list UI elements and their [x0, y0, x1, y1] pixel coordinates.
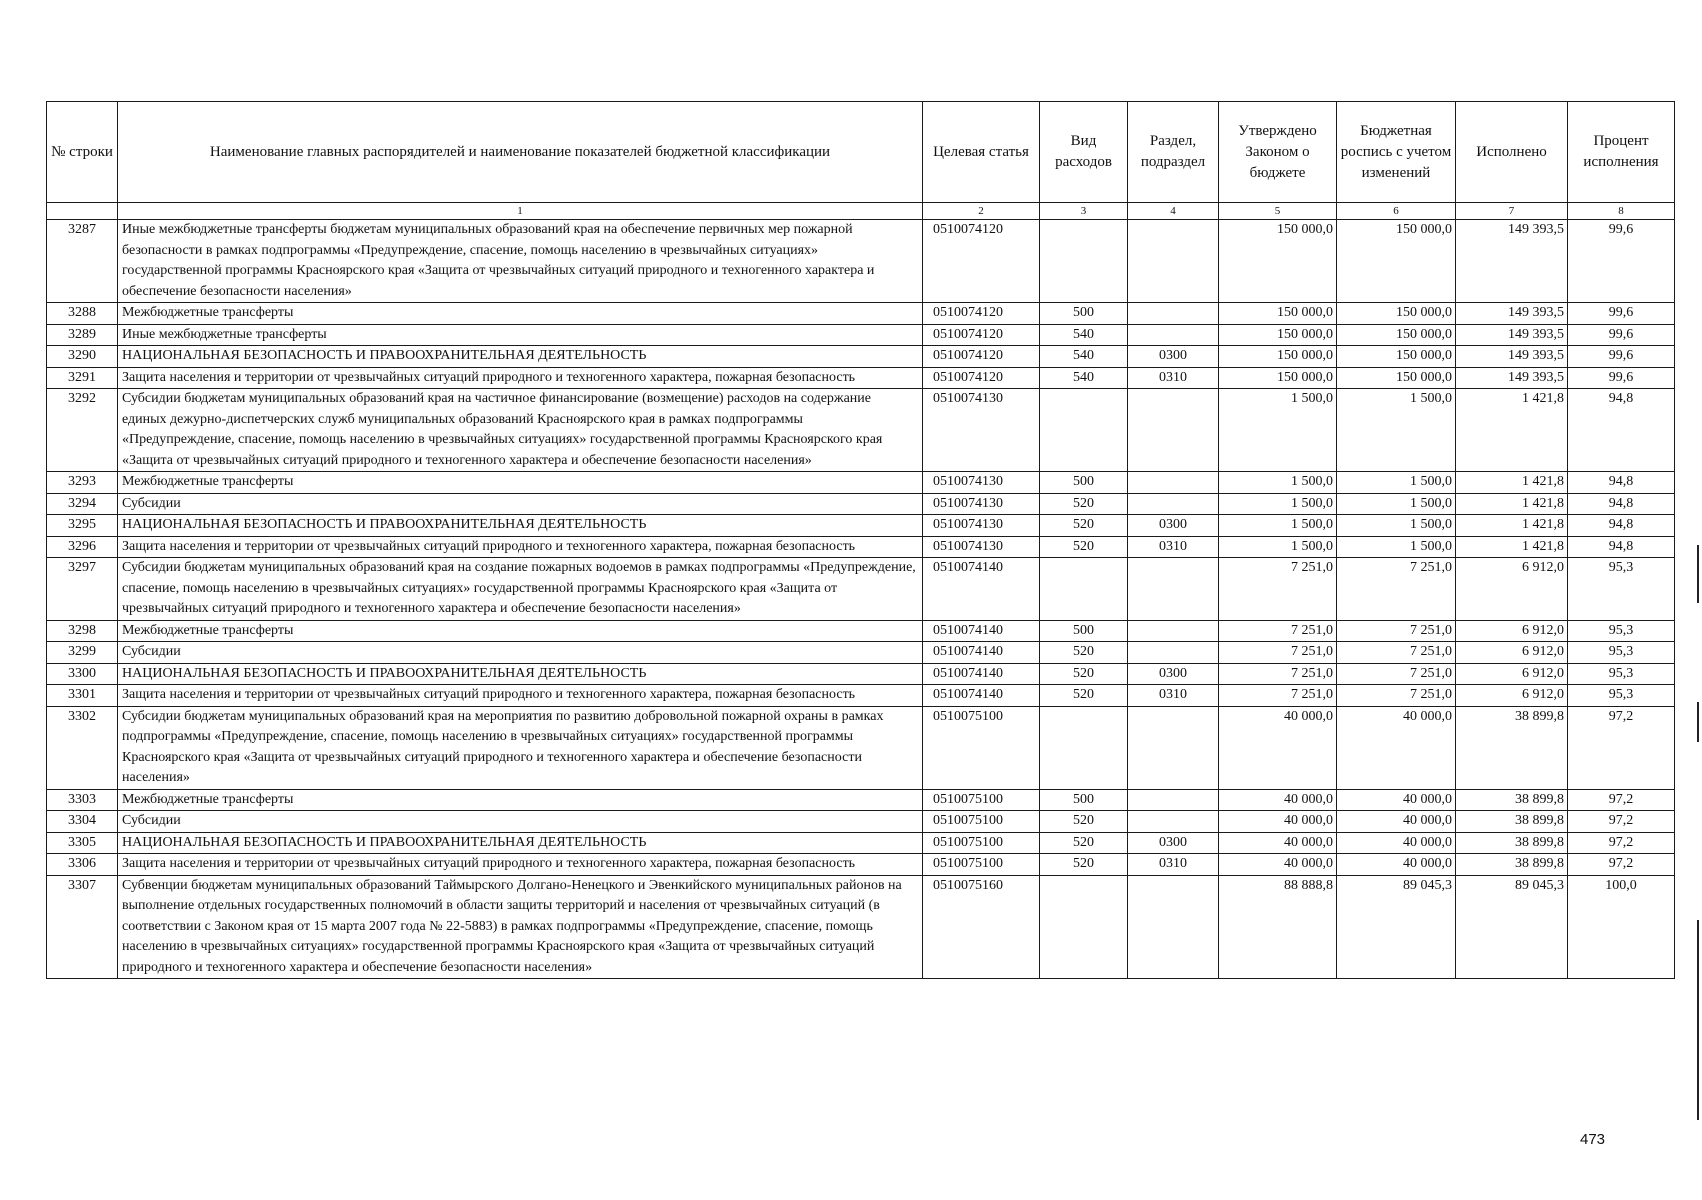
row-number: 3290 [47, 346, 118, 368]
row-target-article: 0510074130 [923, 472, 1040, 494]
row-section: 0310 [1128, 367, 1219, 389]
row-approved: 1 500,0 [1219, 472, 1337, 494]
row-name: Субсидии бюджетам муниципальных образований края на мероприятия по развитию добровольной пожарной охраны в рамках подпрограммы «Предупреждение, спасение, помощь населению в чрезвычайных ситуациях» государственной программы Красноярского края «Защита от чрезвычайных ситуаций природного и техногенного характера и обеспечение безопасности населения» [118, 706, 923, 789]
column-number: 5 [1219, 203, 1337, 220]
row-executed: 6 912,0 [1456, 685, 1568, 707]
table-row [47, 324, 1675, 346]
row-executed: 149 393,5 [1456, 324, 1568, 346]
row-executed: 1 421,8 [1456, 472, 1568, 494]
row-target-article: 0510074140 [923, 620, 1040, 642]
row-target-article: 0510074130 [923, 536, 1040, 558]
row-name: Защита населения и территории от чрезвычайных ситуаций природного и техногенного характера, пожарная безопасность [118, 685, 923, 707]
row-section [1128, 303, 1219, 325]
row-expense-type [1040, 706, 1128, 789]
row-number: 3302 [47, 706, 118, 789]
row-approved: 40 000,0 [1219, 832, 1337, 854]
row-percent: 94,8 [1568, 472, 1675, 494]
row-number: 3289 [47, 324, 118, 346]
row-number: 3293 [47, 472, 118, 494]
header-budget-schedule: Бюджетная роспись с учетом изменений [1337, 102, 1456, 203]
scan-edge-mark [1697, 545, 1699, 603]
row-number: 3292 [47, 389, 118, 472]
row-approved: 1 500,0 [1219, 536, 1337, 558]
header-section: Раздел, подраздел [1128, 102, 1219, 203]
row-approved: 1 500,0 [1219, 515, 1337, 537]
row-target-article: 0510074140 [923, 685, 1040, 707]
table-row [47, 389, 1675, 472]
row-number: 3301 [47, 685, 118, 707]
row-target-article: 0510074140 [923, 558, 1040, 621]
row-name: Защита населения и территории от чрезвычайных ситуаций природного и техногенного характера, пожарная безопасность [118, 536, 923, 558]
row-target-article: 0510074130 [923, 389, 1040, 472]
row-section [1128, 811, 1219, 833]
row-approved: 88 888,8 [1219, 875, 1337, 979]
row-expense-type: 540 [1040, 367, 1128, 389]
column-number: 1 [118, 203, 923, 220]
row-budget-schedule: 150 000,0 [1337, 303, 1456, 325]
row-section: 0300 [1128, 515, 1219, 537]
row-approved: 7 251,0 [1219, 642, 1337, 664]
row-name: Субсидии бюджетам муниципальных образований края на частичное финансирование (возмещение) расходов на содержание единых дежурно-диспетчерских служб муниципальных образований Красноярского края в рамках подпрограммы «Предупреждение, спасение, помощь населению в чрезвычайных ситуациях» государственной программы Красноярского края «Защита от чрезвычайных ситуаций природного и техногенного характера и обеспечение безопасности населения» [118, 389, 923, 472]
row-expense-type: 540 [1040, 324, 1128, 346]
row-target-article: 0510075100 [923, 854, 1040, 876]
row-approved: 150 000,0 [1219, 367, 1337, 389]
header-approved: Утверждено Законом о бюджете [1219, 102, 1337, 203]
row-target-article: 0510074120 [923, 324, 1040, 346]
column-number: 4 [1128, 203, 1219, 220]
table-row [47, 346, 1675, 368]
row-section: 0310 [1128, 854, 1219, 876]
row-approved: 150 000,0 [1219, 303, 1337, 325]
row-expense-type: 500 [1040, 789, 1128, 811]
row-expense-type: 520 [1040, 493, 1128, 515]
table-row [47, 854, 1675, 876]
row-executed: 149 393,5 [1456, 303, 1568, 325]
table-row [47, 832, 1675, 854]
row-percent: 99,6 [1568, 346, 1675, 368]
row-name: Межбюджетные трансферты [118, 620, 923, 642]
page-number: 473 [1580, 1131, 1606, 1148]
table-row [47, 303, 1675, 325]
table-row [47, 367, 1675, 389]
row-name: Межбюджетные трансферты [118, 472, 923, 494]
row-name: Субсидии бюджетам муниципальных образований края на создание пожарных водоемов в рамках подпрограммы «Предупреждение, спасение, помощь населению в чрезвычайных ситуациях» государственной программы Красноярского края «Защита от чрезвычайных ситуаций природного и техногенного характера и обеспечение безопасности населения» [118, 558, 923, 621]
scan-edge-mark [1697, 920, 1699, 1120]
row-target-article: 0510074120 [923, 220, 1040, 303]
row-section: 0310 [1128, 536, 1219, 558]
row-section [1128, 493, 1219, 515]
row-percent: 95,3 [1568, 620, 1675, 642]
row-percent: 97,2 [1568, 832, 1675, 854]
row-budget-schedule: 40 000,0 [1337, 789, 1456, 811]
row-number: 3300 [47, 663, 118, 685]
row-name: НАЦИОНАЛЬНАЯ БЕЗОПАСНОСТЬ И ПРАВООХРАНИТЕЛЬНАЯ ДЕЯТЕЛЬНОСТЬ [118, 346, 923, 368]
column-number: 2 [923, 203, 1040, 220]
row-approved: 150 000,0 [1219, 220, 1337, 303]
row-expense-type [1040, 875, 1128, 979]
row-number: 3294 [47, 493, 118, 515]
row-executed: 38 899,8 [1456, 789, 1568, 811]
row-expense-type: 520 [1040, 536, 1128, 558]
table-row [47, 472, 1675, 494]
row-target-article: 0510074140 [923, 663, 1040, 685]
row-budget-schedule: 150 000,0 [1337, 367, 1456, 389]
row-budget-schedule: 1 500,0 [1337, 536, 1456, 558]
row-executed: 1 421,8 [1456, 493, 1568, 515]
row-executed: 149 393,5 [1456, 220, 1568, 303]
row-executed: 149 393,5 [1456, 367, 1568, 389]
row-section [1128, 389, 1219, 472]
row-name: Иные межбюджетные трансферты бюджетам муниципальных образований края на обеспечение первичных мер пожарной безопасности в рамках подпрограммы «Предупреждение, спасение, помощь населению в чрезвычайных ситуациях» государственной программы Красноярского края «Защита от чрезвычайных ситуаций природного и техногенного характера и обеспечение безопасности населения» [118, 220, 923, 303]
row-executed: 89 045,3 [1456, 875, 1568, 979]
row-target-article: 0510075100 [923, 811, 1040, 833]
column-number-blank [47, 203, 118, 220]
row-section [1128, 324, 1219, 346]
row-executed: 38 899,8 [1456, 832, 1568, 854]
column-number: 3 [1040, 203, 1128, 220]
row-approved: 40 000,0 [1219, 811, 1337, 833]
row-number: 3287 [47, 220, 118, 303]
row-target-article: 0510074130 [923, 515, 1040, 537]
row-approved: 7 251,0 [1219, 620, 1337, 642]
row-expense-type: 500 [1040, 472, 1128, 494]
column-number-row [47, 203, 1675, 220]
row-number: 3305 [47, 832, 118, 854]
column-number: 7 [1456, 203, 1568, 220]
row-percent: 97,2 [1568, 789, 1675, 811]
row-expense-type: 520 [1040, 832, 1128, 854]
row-target-article: 0510075100 [923, 832, 1040, 854]
row-budget-schedule: 40 000,0 [1337, 854, 1456, 876]
row-budget-schedule: 150 000,0 [1337, 324, 1456, 346]
row-approved: 40 000,0 [1219, 854, 1337, 876]
row-approved: 7 251,0 [1219, 558, 1337, 621]
row-name: Межбюджетные трансферты [118, 303, 923, 325]
row-executed: 6 912,0 [1456, 558, 1568, 621]
row-expense-type: 520 [1040, 685, 1128, 707]
header-expense-type: Вид расходов [1040, 102, 1128, 203]
row-approved: 150 000,0 [1219, 324, 1337, 346]
row-expense-type: 500 [1040, 620, 1128, 642]
row-budget-schedule: 150 000,0 [1337, 220, 1456, 303]
row-executed: 38 899,8 [1456, 854, 1568, 876]
table-body [47, 220, 1675, 979]
row-name: НАЦИОНАЛЬНАЯ БЕЗОПАСНОСТЬ И ПРАВООХРАНИТЕЛЬНАЯ ДЕЯТЕЛЬНОСТЬ [118, 663, 923, 685]
row-name: Субсидии [118, 811, 923, 833]
row-number: 3296 [47, 536, 118, 558]
row-expense-type: 520 [1040, 854, 1128, 876]
row-name: НАЦИОНАЛЬНАЯ БЕЗОПАСНОСТЬ И ПРАВООХРАНИТЕЛЬНАЯ ДЕЯТЕЛЬНОСТЬ [118, 515, 923, 537]
row-name: Субсидии [118, 493, 923, 515]
header-percent: Процент исполнения [1568, 102, 1675, 203]
row-budget-schedule: 150 000,0 [1337, 346, 1456, 368]
row-target-article: 0510075100 [923, 706, 1040, 789]
row-name: Субсидии [118, 642, 923, 664]
row-name: Иные межбюджетные трансферты [118, 324, 923, 346]
row-executed: 1 421,8 [1456, 536, 1568, 558]
row-expense-type [1040, 558, 1128, 621]
row-percent: 97,2 [1568, 811, 1675, 833]
row-number: 3307 [47, 875, 118, 979]
row-approved: 7 251,0 [1219, 685, 1337, 707]
row-executed: 1 421,8 [1456, 515, 1568, 537]
row-section [1128, 620, 1219, 642]
budget-execution-table [46, 101, 1675, 979]
header-name: Наименование главных распорядителей и наименование показателей бюджетной классификации [118, 102, 923, 203]
row-percent: 97,2 [1568, 854, 1675, 876]
table-row [47, 220, 1675, 303]
row-expense-type: 500 [1040, 303, 1128, 325]
row-section: 0300 [1128, 663, 1219, 685]
row-section: 0310 [1128, 685, 1219, 707]
row-percent: 95,3 [1568, 558, 1675, 621]
row-percent: 99,6 [1568, 303, 1675, 325]
row-budget-schedule: 7 251,0 [1337, 620, 1456, 642]
row-executed: 6 912,0 [1456, 663, 1568, 685]
row-percent: 97,2 [1568, 706, 1675, 789]
row-budget-schedule: 40 000,0 [1337, 832, 1456, 854]
row-section: 0300 [1128, 346, 1219, 368]
table-row [47, 663, 1675, 685]
table-row [47, 493, 1675, 515]
table-row [47, 875, 1675, 979]
row-section [1128, 472, 1219, 494]
column-number: 8 [1568, 203, 1675, 220]
table-row [47, 706, 1675, 789]
row-budget-schedule: 7 251,0 [1337, 685, 1456, 707]
row-section [1128, 706, 1219, 789]
row-budget-schedule: 1 500,0 [1337, 472, 1456, 494]
row-number: 3297 [47, 558, 118, 621]
header-row [47, 102, 1675, 203]
row-executed: 38 899,8 [1456, 706, 1568, 789]
row-target-article: 0510074140 [923, 642, 1040, 664]
row-percent: 99,6 [1568, 324, 1675, 346]
row-section [1128, 220, 1219, 303]
row-percent: 94,8 [1568, 515, 1675, 537]
header-executed: Исполнено [1456, 102, 1568, 203]
row-approved: 1 500,0 [1219, 493, 1337, 515]
row-name: НАЦИОНАЛЬНАЯ БЕЗОПАСНОСТЬ И ПРАВООХРАНИТЕЛЬНАЯ ДЕЯТЕЛЬНОСТЬ [118, 832, 923, 854]
row-target-article: 0510074120 [923, 346, 1040, 368]
table-row [47, 536, 1675, 558]
row-approved: 150 000,0 [1219, 346, 1337, 368]
row-number: 3303 [47, 789, 118, 811]
row-percent: 95,3 [1568, 685, 1675, 707]
row-name: Защита населения и территории от чрезвычайных ситуаций природного и техногенного характера, пожарная безопасность [118, 854, 923, 876]
row-percent: 95,3 [1568, 642, 1675, 664]
column-number: 6 [1337, 203, 1456, 220]
row-target-article: 0510074120 [923, 303, 1040, 325]
header-row-number: № строки [47, 102, 118, 203]
row-approved: 7 251,0 [1219, 663, 1337, 685]
row-number: 3291 [47, 367, 118, 389]
row-expense-type: 520 [1040, 811, 1128, 833]
row-approved: 1 500,0 [1219, 389, 1337, 472]
row-budget-schedule: 1 500,0 [1337, 515, 1456, 537]
row-budget-schedule: 40 000,0 [1337, 811, 1456, 833]
row-percent: 94,8 [1568, 389, 1675, 472]
row-percent: 99,6 [1568, 220, 1675, 303]
row-target-article: 0510074130 [923, 493, 1040, 515]
row-percent: 100,0 [1568, 875, 1675, 979]
row-number: 3304 [47, 811, 118, 833]
row-approved: 40 000,0 [1219, 706, 1337, 789]
row-percent: 95,3 [1568, 663, 1675, 685]
row-budget-schedule: 7 251,0 [1337, 558, 1456, 621]
row-number: 3295 [47, 515, 118, 537]
row-percent: 94,8 [1568, 536, 1675, 558]
row-number: 3299 [47, 642, 118, 664]
row-expense-type: 520 [1040, 642, 1128, 664]
row-target-article: 0510075160 [923, 875, 1040, 979]
row-target-article: 0510074120 [923, 367, 1040, 389]
table-row [47, 620, 1675, 642]
row-target-article: 0510075100 [923, 789, 1040, 811]
table-row [47, 811, 1675, 833]
row-number: 3298 [47, 620, 118, 642]
row-section: 0300 [1128, 832, 1219, 854]
row-percent: 99,6 [1568, 367, 1675, 389]
row-expense-type: 520 [1040, 515, 1128, 537]
table-row [47, 515, 1675, 537]
row-section [1128, 642, 1219, 664]
table-row [47, 558, 1675, 621]
row-executed: 6 912,0 [1456, 620, 1568, 642]
row-section [1128, 558, 1219, 621]
row-budget-schedule: 7 251,0 [1337, 663, 1456, 685]
row-budget-schedule: 1 500,0 [1337, 493, 1456, 515]
row-budget-schedule: 1 500,0 [1337, 389, 1456, 472]
table-row [47, 642, 1675, 664]
row-section [1128, 875, 1219, 979]
row-budget-schedule: 40 000,0 [1337, 706, 1456, 789]
row-expense-type: 520 [1040, 663, 1128, 685]
row-number: 3288 [47, 303, 118, 325]
header-target-article: Целевая статья [923, 102, 1040, 203]
row-approved: 40 000,0 [1219, 789, 1337, 811]
table-row [47, 685, 1675, 707]
row-executed: 149 393,5 [1456, 346, 1568, 368]
row-name: Субвенции бюджетам муниципальных образований Таймырского Долгано-Ненецкого и Эвенкийского муниципальных районов на выполнение отдельных государственных полномочий в области защиты территорий и населения от чрезвычайных ситуаций (в соответствии с Законом края от 15 марта 2007 года № 22-5883) в рамках подпрограммы «Предупреждение, спасение, помощь населению в чрезвычайных ситуациях» государственной программы Красноярского края «Защита от чрезвычайных ситуаций природного и техногенного характера и обеспечение безопасности населения» [118, 875, 923, 979]
row-name: Межбюджетные трансферты [118, 789, 923, 811]
row-expense-type: 540 [1040, 346, 1128, 368]
scan-edge-mark [1697, 702, 1699, 742]
row-executed: 6 912,0 [1456, 642, 1568, 664]
row-number: 3306 [47, 854, 118, 876]
row-name: Защита населения и территории от чрезвычайных ситуаций природного и техногенного характера, пожарная безопасность [118, 367, 923, 389]
table-row [47, 789, 1675, 811]
row-executed: 1 421,8 [1456, 389, 1568, 472]
row-expense-type [1040, 389, 1128, 472]
row-budget-schedule: 7 251,0 [1337, 642, 1456, 664]
row-executed: 38 899,8 [1456, 811, 1568, 833]
row-budget-schedule: 89 045,3 [1337, 875, 1456, 979]
row-expense-type [1040, 220, 1128, 303]
row-section [1128, 789, 1219, 811]
row-percent: 94,8 [1568, 493, 1675, 515]
